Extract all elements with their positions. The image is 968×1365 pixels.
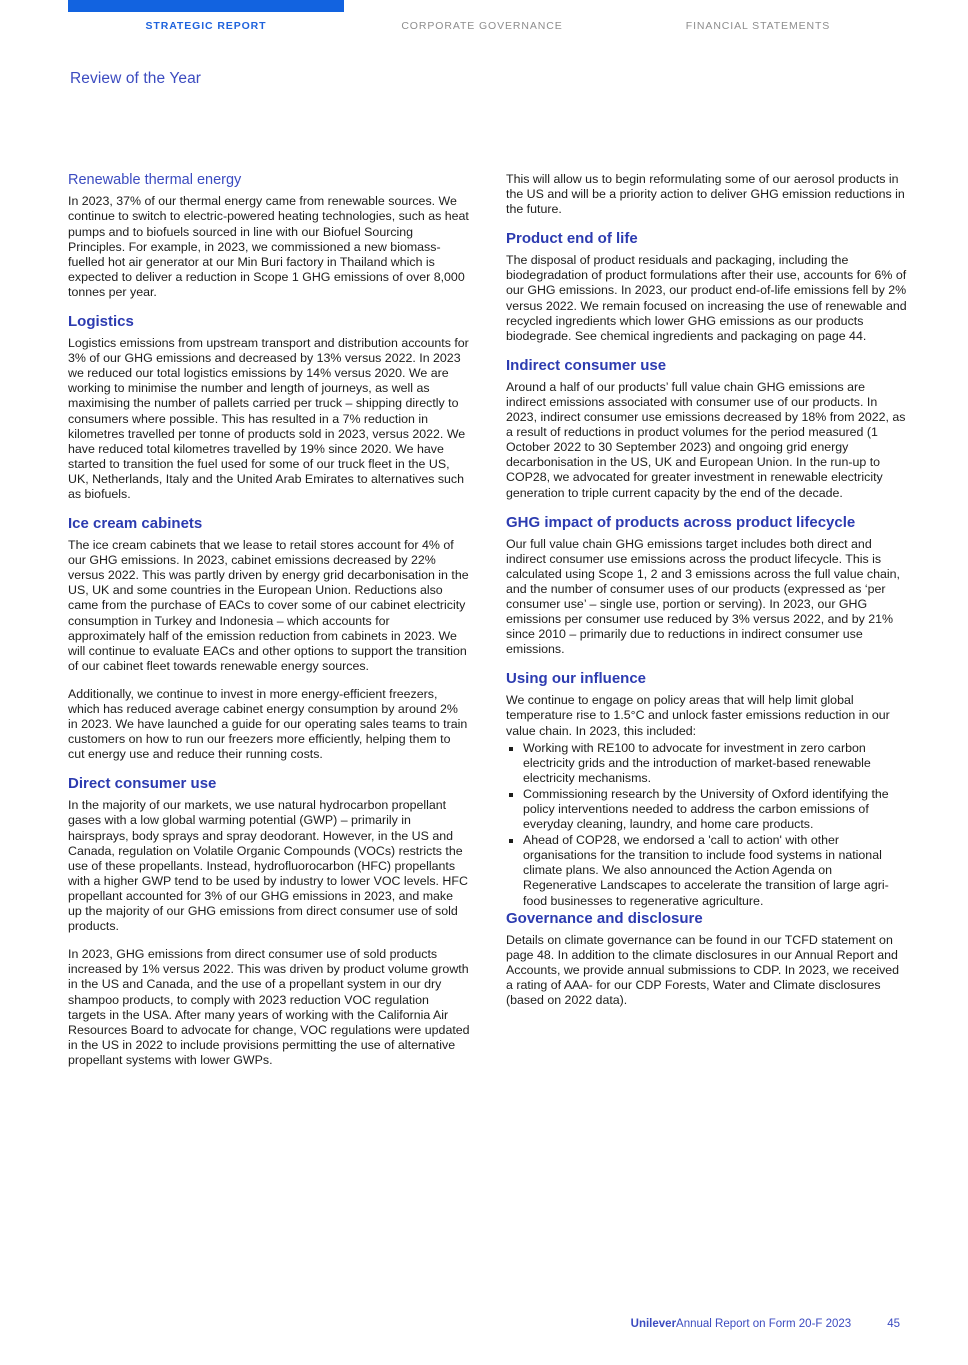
footer-document-title: Annual Report on Form 20-F 2023 <box>676 1318 852 1330</box>
tab-financial-statements[interactable] <box>620 0 896 32</box>
footer-inner <box>0 1318 968 1330</box>
tab-corporate-governance-label: CORPORATE GOVERNANCE <box>401 20 563 32</box>
heading-product-end-of-life: Product end of life <box>506 230 638 248</box>
footer-brand: Unilever <box>630 1318 677 1330</box>
list-item <box>506 787 908 832</box>
heading-using-our-influence: Using our influence <box>506 670 647 688</box>
page-header <box>0 0 968 42</box>
heading-governance-and-disclosure: Governance and disclosure <box>506 909 703 927</box>
inactive-tab-indicator <box>344 0 620 12</box>
paragraph-governance-and-disclosure: Details on climate governance can be found in our TCFD statement on page 48. In addition to the climate disclosures in our Annual Report and Accounts, we provide annual submissions to CDP. In 2023, we received a rating of AAA- for our CDP Forests, Water and Climate disclosures (based on 2022 data). <box>506 932 900 1008</box>
article-body <box>68 172 908 1068</box>
paragraph-indirect-consumer-use: Around a half of our products’ full value chain GHG emissions are indirect emissions associated with consumer use of our products. In 2023, indirect consumer use emissions decreased by 18% from 2022, as a result of reductions in product volumes for the period measured (1 October 2022 to 30 September 2023) and ongoing grid energy decarbonisation in the US, UK and European Union. In the run-up to COP28, we advocated for greater investment in renewable electricity generation to triple current capacity by the end of the decade. <box>506 379 906 500</box>
right-column <box>506 172 908 1068</box>
tab-corporate-governance[interactable] <box>344 0 620 32</box>
tab-financial-statements-label: FINANCIAL STATEMENTS <box>685 20 831 32</box>
list-item-text: Working with RE100 to advocate for investment in zero carbon electricity grids and the introduction of market-based renewable electricity mechanisms. <box>523 740 871 785</box>
paragraph-aerosol-continuation: This will allow us to begin reformulating some of our aerosol products in the US and will be a priority action to deliver GHG emission reductions in the future. <box>506 172 905 217</box>
bullet-square-icon <box>509 793 513 797</box>
tab-strategic-report-label: STRATEGIC REPORT <box>145 20 267 32</box>
inactive-tab-indicator <box>620 0 896 12</box>
paragraph-ghg-impact-lifecycle: Our full value chain GHG emissions target includes both direct and indirect consumer use emissions across the product lifecycle. This is calculated using Scope 1, 2 and 3 emissions across the full value chain, and the number of consumer uses of our products (expressed as ‘per consumer use’ – single use, portion or serving). In 2023, our GHG emissions per consumer use reduced by 3% versus 2022, and by 21% since 2010 – primarily due to reductions in indirect consumer use emissions. <box>506 536 900 657</box>
list-item-text: Commissioning research by the University of Oxford identifying the policy interventions needed to address the carbon emissions of everyday cleaning, laundry, and home care products. <box>523 786 889 832</box>
heading-direct-consumer-use: Direct consumer use <box>68 775 217 793</box>
active-tab-indicator <box>68 0 344 12</box>
bullet-square-icon <box>509 839 513 843</box>
section-tabs <box>0 0 968 32</box>
heading-ghg-impact-lifecycle: GHG impact of products across product lifecycle <box>506 513 856 531</box>
page-number: 45 <box>887 1318 900 1330</box>
heading-logistics: Logistics <box>68 313 134 331</box>
list-item-text: Ahead of COP28, we endorsed a 'call to action' with other organisations for the transition to include food systems in national climate plans. We also announced the Action Agenda on Regenerative Landscapes to accelerate the transition of large agri-food businesses to regenerative agriculture. <box>523 833 889 908</box>
paragraph-product-end-of-life: The disposal of product residuals and packaging, including the biodegradation of product formulations after their use, accounts for 6% of our GHG emissions. In 2023, our product end-of-life emissions fell by 2% versus 2022. We remain focused on increasing the use of renewable and recycled ingredients which lower GHG emissions as our products biodegrade. See chemical ingredients and packaging on page 44. <box>506 253 907 343</box>
paragraph-direct-consumer-use-2: In 2023, GHG emissions from direct consumer use of sold products increased by 1% versus 2022. This was driven by product volume growth in the US and Canada, and the use of a propellant system in our dry shampoo products, to comply with 2023 reduction VOC regulation targets in the USA. After many years of working with the California Air Resources Board to advocate for change, VOC regulations were updated in the US in 2022 to include provisions permitting the use of alternative propellant systems with lower GWPs. <box>68 947 470 1067</box>
list-item <box>506 833 908 908</box>
heading-ice-cream-cabinets: Ice cream cabinets <box>68 515 203 533</box>
influence-bullet-list <box>506 741 908 909</box>
paragraph-renewable-thermal-energy: In 2023, 37% of our thermal energy came from renewable sources. We continue to switch to electric-powered heating technologies, such as heat pumps and to biofuels sourced in line with our Biofuel Sourcing Principles. For example, in 2023, we commissioned a new biomass-fuelled hot air generator at our Min Buri factory in Thailand which is expected to deliver a reduction in Scope 1 GHG emissions of over 8,000 tonnes per year. <box>68 194 469 299</box>
left-column <box>68 172 470 1068</box>
paragraph-ice-cream-cabinets-2: Additionally, we continue to invest in more energy-efficient freezers, which has reduced average cabinet energy consumption by around 2% in 2023. We have launched a guide for our operating sales teams to train customers on how to run our freezers more efficiently, helping them to cut energy use and reduce their running costs. <box>68 686 468 762</box>
paragraph-ice-cream-cabinets-1: The ice cream cabinets that we lease to retail stores account for 4% of our GHG emissions. In 2023, cabinet emissions decreased by 22% versus 2022. This was partly driven by energy grid decarbonisation in the US, UK and some countries in the European Union. Reductions also came from the purchase of EACs to cover some of our cabinet electricity consumption in Turkey and Indonesia – which accounts for approximately half of the emission reduction from cabinets in 2023. We will continue to evaluate EACs and other options to support the transition of our cabinet fleet towards renewable energy sources. <box>68 538 469 673</box>
running-title: Review of the Year <box>70 70 202 87</box>
paragraph-direct-consumer-use-1: In the majority of our markets, we use natural hydrocarbon propellant gases with a low global warming potential (GWP) – primarily in hairsprays, body sprays and spray deodorant. However, in the US and Canada, regulation on Volatile Organic Compounds (VOCs) restricts the use of these propellants. Instead, hydrofluorocarbon (HFC) propellants with a higher GWP tend to be used by industry to lower VOC levels. HFC propellant accounted for 3% of our GHG emissions in 2023, and make up the majority of our GHG emissions from direct consumer use of sold products. <box>68 798 468 934</box>
page-footer <box>0 1318 968 1330</box>
bullet-square-icon <box>509 747 513 751</box>
list-item <box>506 741 908 786</box>
heading-renewable-thermal-energy: Renewable thermal energy <box>68 172 242 188</box>
heading-indirect-consumer-use: Indirect consumer use <box>506 356 667 374</box>
paragraph-using-our-influence: We continue to engage on policy areas that will help limit global temperature rise to 1.5°C and unlock faster emissions reduction in our value chain. In 2023, this included: <box>506 693 890 738</box>
tab-strategic-report[interactable] <box>68 0 344 32</box>
paragraph-logistics: Logistics emissions from upstream transport and distribution accounts for 3% of our GHG emissions and decreased by 13% versus 2022. In 2023 we reduced our total logistics emissions by 14% versus 2020. We are working to minimise the number and length of journeys, as well as maximising the number of pallets carried per truck – shipping directly to consumers where possible. This has resulted in a 7% reduction in kilometres travelled per tonne of products sold in 2023, versus 2022. We have reduced total kilometres travelled by 19% since 2020. We have started to transition the fuel used for some of our truck fleet in the US, UK, Netherlands, Italy and the United Arab Emirates to alternatives such as biofuels. <box>68 336 469 501</box>
